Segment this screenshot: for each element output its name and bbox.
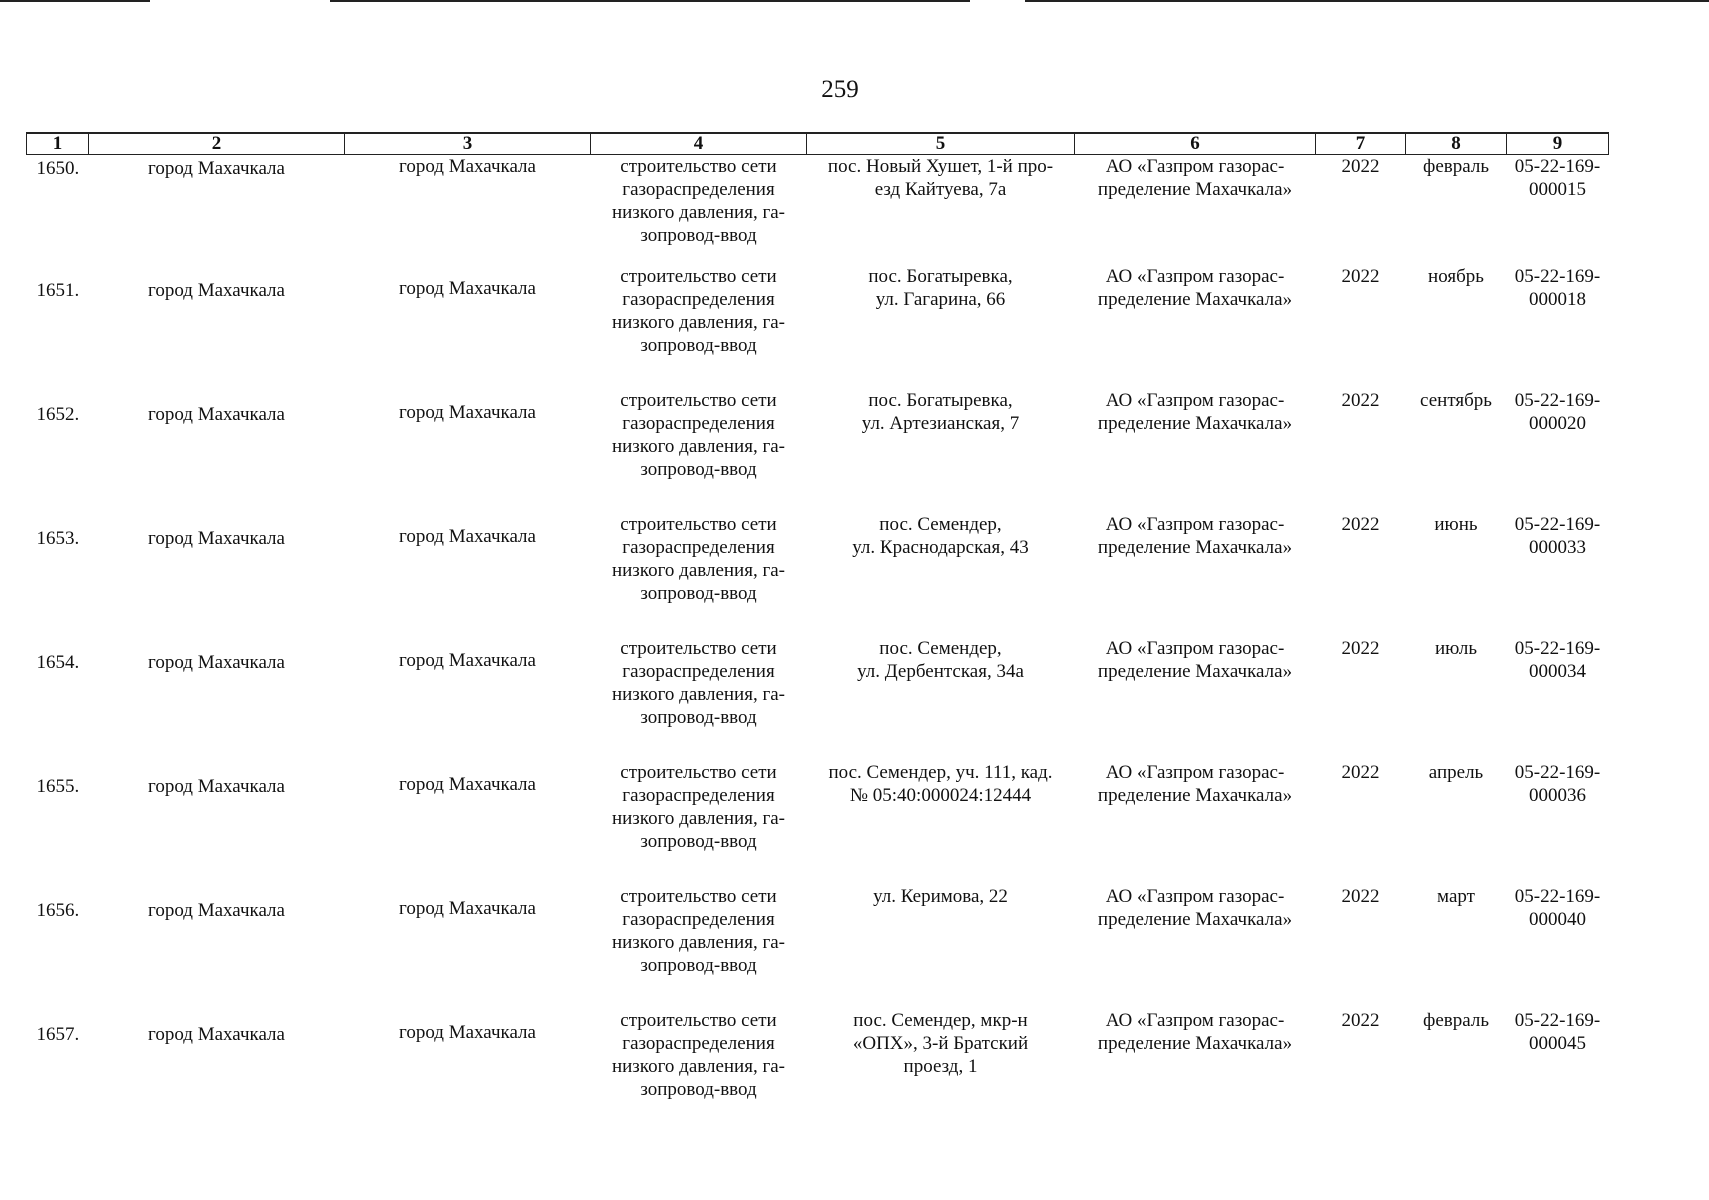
organization-cell-line: пределение Махачкала» bbox=[1097, 289, 1293, 310]
work-description-cell-line: низкого давления, га- bbox=[611, 808, 786, 829]
address-cell-line: ул. Керимова, 22 bbox=[873, 886, 1008, 907]
address-cell-line: пос. Семендер, bbox=[879, 514, 1002, 535]
work-description-cell-line: газораспределения bbox=[622, 537, 775, 558]
settlement-cell: город Махачкала bbox=[399, 774, 536, 795]
work-description-cell-line: зопровод-ввод bbox=[640, 831, 757, 852]
district-cell: город Махачкала bbox=[148, 404, 285, 425]
address-cell-line: ул. Краснодарская, 43 bbox=[852, 537, 1029, 558]
page-number: 259 bbox=[821, 76, 859, 103]
work-description-cell-line: низкого давления, га- bbox=[611, 1056, 786, 1077]
table-row bbox=[27, 513, 1609, 637]
district-cell: город Махачкала bbox=[148, 528, 285, 549]
organization-cell-line: пределение Махачкала» bbox=[1097, 179, 1293, 200]
row-number: 1656. bbox=[36, 900, 80, 921]
code-cell-line: 05-22-169- bbox=[1514, 638, 1601, 659]
row-number: 1655. bbox=[36, 776, 80, 797]
scan-edge-line bbox=[1025, 0, 1709, 2]
month-cell: сентябрь bbox=[1420, 390, 1492, 411]
address-cell bbox=[807, 265, 1075, 389]
address-cell bbox=[807, 389, 1075, 513]
address-cell bbox=[807, 513, 1075, 637]
address-cell-line: пос. Семендер, мкр-н bbox=[853, 1010, 1028, 1031]
code-cell-line: 000040 bbox=[1529, 909, 1586, 930]
code-cell bbox=[1507, 389, 1609, 513]
code-cell bbox=[1507, 637, 1609, 761]
organization-cell-line: АО «Газпром газорас- bbox=[1105, 638, 1285, 659]
table-row bbox=[27, 637, 1609, 761]
table-row bbox=[27, 389, 1609, 513]
code-cell-line: 000036 bbox=[1529, 785, 1586, 806]
work-description-cell-line: зопровод-ввод bbox=[640, 583, 757, 604]
settlement-cell: город Махачкала bbox=[399, 278, 536, 299]
organization-cell-line: пределение Махачкала» bbox=[1097, 785, 1293, 806]
address-cell-line: пос. Богатыревка, bbox=[868, 390, 1013, 411]
work-description-cell-line: строительство сети bbox=[620, 1010, 777, 1031]
year-cell: 2022 bbox=[1341, 156, 1380, 177]
organization-cell-line: АО «Газпром газорас- bbox=[1105, 390, 1285, 411]
work-description-cell-line: строительство сети bbox=[620, 638, 777, 659]
organization-cell-line: АО «Газпром газорас- bbox=[1105, 1010, 1285, 1031]
address-cell bbox=[807, 155, 1075, 266]
district-cell: город Махачкала bbox=[148, 652, 285, 673]
month-cell: июнь bbox=[1434, 514, 1478, 535]
district-cell: город Махачкала bbox=[148, 158, 285, 179]
code-cell-line: 05-22-169- bbox=[1514, 514, 1601, 535]
code-cell-line: 05-22-169- bbox=[1514, 1010, 1601, 1031]
code-cell-line: 000045 bbox=[1529, 1033, 1586, 1054]
work-description-cell-line: газораспределения bbox=[622, 661, 775, 682]
district-cell: город Махачкала bbox=[148, 776, 285, 797]
code-cell-line: 05-22-169- bbox=[1514, 156, 1601, 177]
organization-cell bbox=[1075, 513, 1316, 637]
settlement-cell: город Махачкала bbox=[399, 898, 536, 919]
column-header-8: 8 bbox=[1406, 133, 1507, 155]
work-description-cell-line: зопровод-ввод bbox=[640, 1079, 757, 1100]
table-header bbox=[27, 133, 1609, 155]
address-cell-line: пос. Семендер, bbox=[879, 638, 1002, 659]
work-description-cell-line: зопровод-ввод bbox=[640, 459, 757, 480]
address-cell-line: ул. Артезианская, 7 bbox=[861, 413, 1020, 434]
work-description-cell bbox=[591, 265, 807, 389]
work-description-cell-line: газораспределения bbox=[622, 909, 775, 930]
work-description-cell-line: зопровод-ввод bbox=[640, 225, 757, 246]
code-cell-line: 05-22-169- bbox=[1514, 266, 1601, 287]
code-cell-line: 000018 bbox=[1529, 289, 1586, 310]
work-description-cell bbox=[591, 637, 807, 761]
code-cell-line: 000033 bbox=[1529, 537, 1586, 558]
district-cell: город Махачкала bbox=[148, 280, 285, 301]
work-description-cell-line: газораспределения bbox=[622, 1033, 775, 1054]
month-cell: февраль bbox=[1423, 156, 1489, 177]
work-description-cell-line: газораспределения bbox=[622, 289, 775, 310]
address-cell-line: проезд, 1 bbox=[903, 1056, 978, 1077]
address-cell-line: пос. Семендер, уч. 111, кад. bbox=[828, 762, 1053, 783]
code-cell bbox=[1507, 761, 1609, 885]
organization-cell bbox=[1075, 389, 1316, 513]
organization-cell-line: пределение Махачкала» bbox=[1097, 1033, 1293, 1054]
work-description-cell-line: газораспределения bbox=[622, 413, 775, 434]
address-cell-line: ул. Дербентская, 34а bbox=[857, 661, 1024, 682]
organization-cell-line: АО «Газпром газорас- bbox=[1105, 266, 1285, 287]
header-row bbox=[27, 133, 1609, 155]
address-cell-line: № 05:40:000024:12444 bbox=[849, 785, 1032, 806]
column-header-9: 9 bbox=[1507, 133, 1609, 155]
work-description-cell-line: низкого давления, га- bbox=[611, 436, 786, 457]
code-cell-line: 000034 bbox=[1529, 661, 1586, 682]
row-number: 1653. bbox=[36, 528, 80, 549]
work-description-cell bbox=[591, 389, 807, 513]
organization-cell-line: пределение Махачкала» bbox=[1097, 413, 1293, 434]
organization-cell bbox=[1075, 265, 1316, 389]
address-cell-line: пос. Новый Хушет, 1-й про- bbox=[827, 156, 1054, 177]
row-number: 1652. bbox=[36, 404, 80, 425]
work-description-cell-line: строительство сети bbox=[620, 390, 777, 411]
organization-cell bbox=[1075, 637, 1316, 761]
organization-cell-line: АО «Газпром газорас- bbox=[1105, 762, 1285, 783]
work-description-cell-line: зопровод-ввод bbox=[640, 335, 757, 356]
address-cell-line: пос. Богатыревка, bbox=[868, 266, 1013, 287]
code-cell-line: 05-22-169- bbox=[1514, 886, 1601, 907]
settlement-cell: город Махачкала bbox=[399, 1022, 536, 1043]
scan-edge-line bbox=[330, 0, 970, 2]
organization-cell-line: АО «Газпром газорас- bbox=[1105, 156, 1285, 177]
year-cell: 2022 bbox=[1341, 390, 1380, 411]
organization-cell bbox=[1075, 761, 1316, 885]
year-cell: 2022 bbox=[1341, 638, 1380, 659]
work-description-cell-line: строительство сети bbox=[620, 156, 777, 177]
column-header-2: 2 bbox=[89, 133, 345, 155]
table-row bbox=[27, 885, 1609, 1009]
address-cell bbox=[807, 761, 1075, 885]
year-cell: 2022 bbox=[1341, 886, 1380, 907]
code-cell-line: 000020 bbox=[1529, 413, 1586, 434]
address-cell-line: «ОПХ», 3-й Братский bbox=[852, 1033, 1029, 1054]
work-description-cell bbox=[591, 761, 807, 885]
work-description-cell-line: низкого давления, га- bbox=[611, 202, 786, 223]
row-number: 1657. bbox=[36, 1024, 80, 1045]
gas-network-register-table bbox=[26, 132, 1609, 1133]
work-description-cell-line: низкого давления, га- bbox=[611, 684, 786, 705]
month-cell: февраль bbox=[1423, 1010, 1489, 1031]
organization-cell-line: пределение Махачкала» bbox=[1097, 661, 1293, 682]
district-cell: город Махачкала bbox=[148, 1024, 285, 1045]
column-header-5: 5 bbox=[807, 133, 1075, 155]
column-header-4: 4 bbox=[591, 133, 807, 155]
code-cell-line: 05-22-169- bbox=[1514, 762, 1601, 783]
work-description-cell bbox=[591, 1009, 807, 1133]
organization-cell bbox=[1075, 885, 1316, 1009]
organization-cell bbox=[1075, 1009, 1316, 1133]
code-cell bbox=[1507, 265, 1609, 389]
column-header-1: 1 bbox=[27, 133, 89, 155]
table-body bbox=[27, 155, 1609, 1134]
code-cell bbox=[1507, 155, 1609, 266]
year-cell: 2022 bbox=[1341, 1010, 1380, 1031]
organization-cell-line: АО «Газпром газорас- bbox=[1105, 514, 1285, 535]
row-number: 1654. bbox=[36, 652, 80, 673]
address-cell-line: ул. Гагарина, 66 bbox=[875, 289, 1006, 310]
month-cell: апрель bbox=[1428, 762, 1484, 783]
scan-edge-line bbox=[0, 0, 150, 2]
table-row bbox=[27, 155, 1609, 266]
work-description-cell-line: зопровод-ввод bbox=[640, 955, 757, 976]
code-cell bbox=[1507, 1009, 1609, 1133]
organization-cell-line: пределение Махачкала» bbox=[1097, 537, 1293, 558]
row-number: 1650. bbox=[36, 158, 80, 179]
settlement-cell: город Махачкала bbox=[399, 156, 536, 177]
code-cell bbox=[1507, 513, 1609, 637]
organization-cell bbox=[1075, 155, 1316, 266]
code-cell bbox=[1507, 885, 1609, 1009]
work-description-cell-line: низкого давления, га- bbox=[611, 560, 786, 581]
work-description-cell-line: строительство сети bbox=[620, 266, 777, 287]
code-cell-line: 000015 bbox=[1529, 179, 1586, 200]
column-header-3: 3 bbox=[345, 133, 591, 155]
year-cell: 2022 bbox=[1341, 762, 1380, 783]
month-cell: ноябрь bbox=[1428, 266, 1484, 287]
work-description-cell-line: газораспределения bbox=[622, 179, 775, 200]
work-description-cell-line: низкого давления, га- bbox=[611, 932, 786, 953]
work-description-cell-line: газораспределения bbox=[622, 785, 775, 806]
address-cell bbox=[807, 1009, 1075, 1133]
month-cell: июль bbox=[1434, 638, 1478, 659]
settlement-cell: город Махачкала bbox=[399, 526, 536, 547]
table-row bbox=[27, 1009, 1609, 1133]
row-number: 1651. bbox=[36, 280, 80, 301]
code-cell-line: 05-22-169- bbox=[1514, 390, 1601, 411]
organization-cell-line: пределение Махачкала» bbox=[1097, 909, 1293, 930]
work-description-cell-line: строительство сети bbox=[620, 762, 777, 783]
column-header-7: 7 bbox=[1316, 133, 1406, 155]
year-cell: 2022 bbox=[1341, 266, 1380, 287]
address-cell bbox=[807, 637, 1075, 761]
work-description-cell bbox=[591, 155, 807, 266]
month-cell: март bbox=[1437, 886, 1475, 907]
work-description-cell-line: строительство сети bbox=[620, 886, 777, 907]
work-description-cell bbox=[591, 885, 807, 1009]
table-row bbox=[27, 761, 1609, 885]
organization-cell-line: АО «Газпром газорас- bbox=[1105, 886, 1285, 907]
work-description-cell-line: низкого давления, га- bbox=[611, 312, 786, 333]
district-cell: город Махачкала bbox=[148, 900, 285, 921]
address-cell bbox=[807, 885, 1075, 1009]
column-header-6: 6 bbox=[1075, 133, 1316, 155]
work-description-cell-line: строительство сети bbox=[620, 514, 777, 535]
settlement-cell: город Махачкала bbox=[399, 650, 536, 671]
work-description-cell bbox=[591, 513, 807, 637]
address-cell-line: езд Кайтуева, 7а bbox=[874, 179, 1007, 200]
table-row bbox=[27, 265, 1609, 389]
year-cell: 2022 bbox=[1341, 514, 1380, 535]
settlement-cell: город Махачкала bbox=[399, 402, 536, 423]
work-description-cell-line: зопровод-ввод bbox=[640, 707, 757, 728]
